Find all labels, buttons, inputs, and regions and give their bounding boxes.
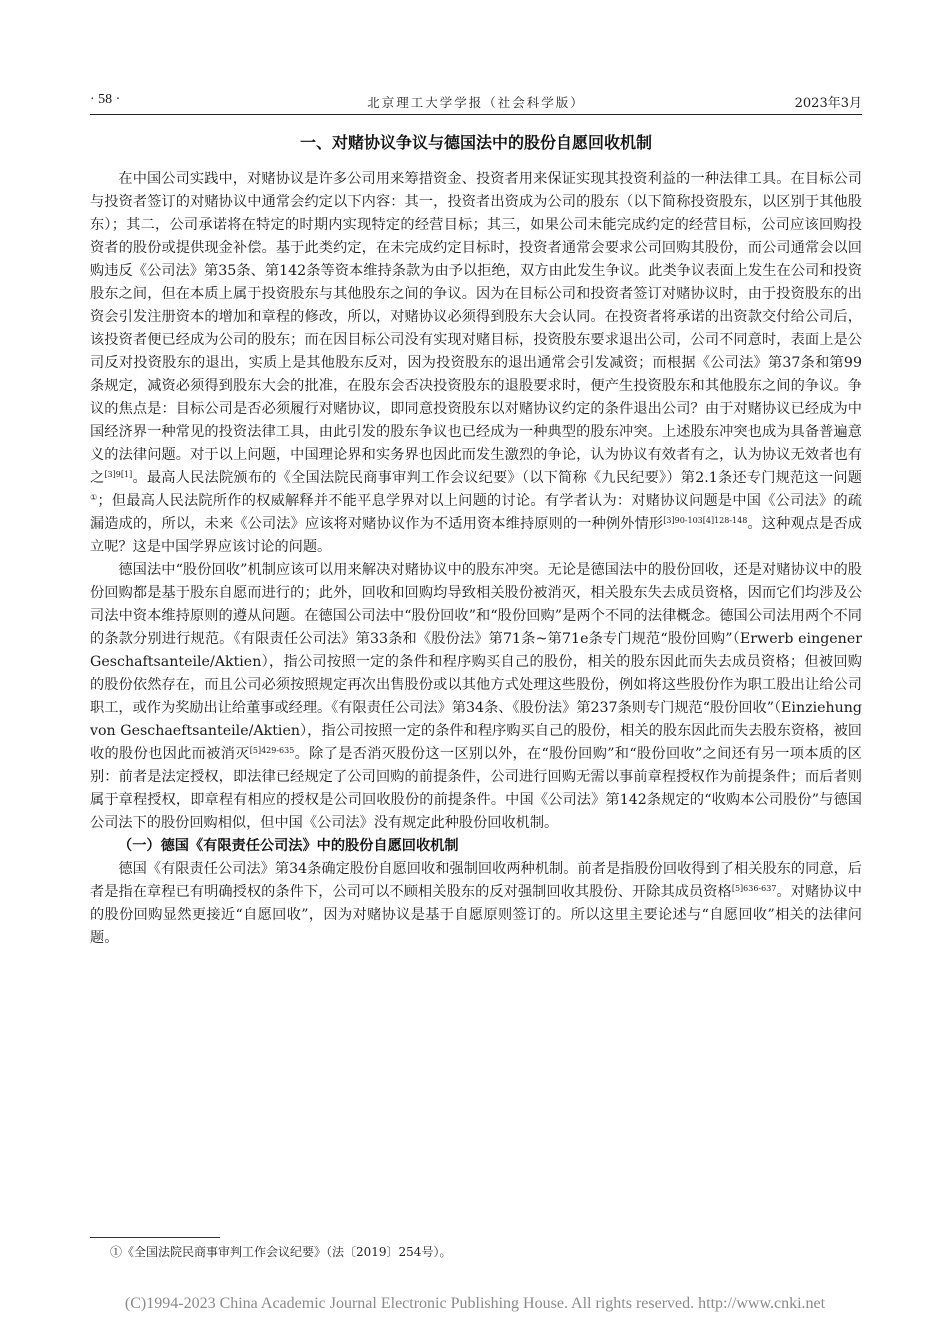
paragraph-2-text-b: 。除了是否消灭股份这一区别以外，在“股份回购”和“股份回收”之间还有另一项本质的区别：前者是法定授权，即法律已经规定了公司回购的前提条件，公司进行回购无需以事前章程授权作为前提条件；而后者则属于章程授权，即章程有相应的授权是公司回收股份的前提条件。中国《公司法》第142条规定的“收购本公司股份”与德国公司法下的股份回购相似，但中国《公司法》没有规定此种股份回收机制。 bbox=[90, 746, 862, 831]
paragraph-3-text-b: 。对赌协议中的股份回购显然更接近“自愿回收”，因为对赌协议是基于自愿原则签订的。所以这里主要论述与“自愿回收”相关的法律问题。 bbox=[90, 884, 862, 946]
citation-marker[interactable]: [3]9[1] bbox=[104, 470, 133, 479]
copyright-watermark: (C)1994-2023 China Academic Journal Electronic Publishing House. All rights reserved. http://www.cnki.net bbox=[124, 1295, 826, 1312]
paragraph-3 bbox=[90, 858, 862, 950]
paragraph-1-text-b: 。最高人民法院颁布的《全国法院民商事审判工作会议纪要》（以下简称《九民纪要》）第2.1条还专门规范这一问题 bbox=[132, 470, 862, 486]
footnote-divider bbox=[90, 1237, 220, 1238]
paragraph-2 bbox=[90, 559, 862, 835]
journal-name: 北京理工大学学报（社会科学版） bbox=[367, 95, 585, 110]
subsection-heading: （一）德国《有限责任公司法》中的股份自愿回收机制 bbox=[118, 838, 459, 854]
footnote: ①《全国法院民商事审判工作会议纪要》（法〔2019〕254号）。 bbox=[110, 1245, 452, 1259]
paragraph-1-text-a: 在中国公司实践中，对赌协议是许多公司用来筹措资金、投资者用来保证实现其投资利益的一种法律工具。在目标公司与投资者签订的对赌协议中通常会约定以下内容：其一，投资者出资成为公司的股东（以下简称投资股东，以区别于其他股东）；其二，公司承诺将在特定的时期内实现特定的经营目标；其三，如果公司未能完成约定的经营目标，公司应该回购投资者的股份或提供现金补偿。基于此类约定，在未完成约定目标时，投资者通常会要求公司回购其股份，而公司通常会以回购违反《公司法》第35条、第142条等资本维持条款为由予以拒绝，双方由此发生争议。此类争议表面上发生在公司和投资股东之间，但在本质上属于投资股东与其他股东之间的争议。因为在目标公司和投资者签订对赌协议时，由于投资股东的出资会引发注册资本的增加和章程的修改，所以，对赌协议必须得到股东大会认同。在投资者将承诺的出资款交付给公司后，该投资者便已经成为公司的股东；而在因目标公司没有实现对赌目标，投资股东要求退出公司，公司不同意时，表面上是公司反对投资股东的退出，实质上是其他股东反对，因为投资股东的退出通常会引发减资；而根据《公司法》第37条和第99条规定，减资必须得到股东大会的批准，在股东会否决投资股东的退股要求时，便产生投资股东和其他股东之间的争议。争议的焦点是：目标公司是否必须履行对赌协议，即同意投资股东以对赌协议约定的条件退出公司？由于对赌协议已经成为中国经济界一种常见的投资法律工具，由此引发的股东争议也已经成为一种典型的股东冲突。上述股东冲突也成为具备普遍意义的法律问题。对于以上问题，中国理论界和实务界也因此而发生激烈的争论，认为协议有效者有之，认为协议无效者也有之 bbox=[90, 171, 862, 486]
page-number: · 58 · bbox=[90, 92, 121, 107]
footnote-marker[interactable]: ① bbox=[90, 493, 98, 502]
citation-marker[interactable]: [5]636-637 bbox=[731, 884, 777, 893]
section-title: 一、对赌协议争议与德国法中的股份自愿回收机制 bbox=[299, 133, 652, 152]
paragraph-1-text-c: ；但最高人民法院所作的权威解释并不能平息学界对以上问题的讨论。有学者认为：对赌协议问题是中国《公司法》的疏漏造成的，所以，未来《公司法》应该将对赌协议作为不适用资本维持原则的一种例外情形 bbox=[90, 493, 862, 532]
running-header bbox=[90, 92, 862, 115]
body-text bbox=[90, 168, 862, 950]
citation-marker[interactable]: [3]90-103[4]128-148 bbox=[663, 516, 748, 525]
citation-marker[interactable]: [5]429-635 bbox=[249, 746, 295, 755]
paragraph-3-text-a: 德国《有限责任公司法》第34条确定股份自愿回收和强制回收两种机制。前者是指股份回收得到了相关股东的同意，后者是指在章程已有明确授权的条件下，公司可以不顾相关股东的反对强制回收其股份、开除其成员资格 bbox=[90, 861, 862, 900]
issue-date: 2023年3月 bbox=[794, 96, 862, 111]
paragraph-1 bbox=[90, 168, 862, 559]
paragraph-1-text-d: 。这种观点是否成立呢？这是中国学界应该讨论的问题。 bbox=[90, 516, 862, 555]
paragraph-2-text-a: 德国法中“股份回收”机制应该可以用来解决对赌协议中的股东冲突。无论是德国法中的股份回收，还是对赌协议中的股份回购都是基于股东自愿而进行的；此外，回收和回购均导致相关股份被消灭，相关股东失去成员资格，因而它们均涉及公司法中资本维持原则的遵从问题。在德国公司法中“股份回收”和“股份回购”是两个不同的法律概念。德国公司法用两个不同的条款分别进行规范。《有限责任公司法》第33条和《股份法》第71条~第71e条专门规范“股份回购”（Erwerb eingener Geschaftsanteile/Aktien），指公司按照一定的条件和程序购买自己的股份，相关的股东因此而失去成员资格；但被回购的股份依然存在，而且公司必须按照规定再次出售股份或以其他方式处理这些股份，例如将这些股份作为职工股出让给公司职工，或作为奖励出让给董事或经理。《有限责任公司法》第34条、《股份法》第237条则专门规范“股份回收”（Einziehung von Geschaeftsanteile/Aktien），指公司按照一定的条件和程序购买自己的股份，相关的股东因此而失去股东资格，被回收的股份也因此而被消灭 bbox=[90, 562, 862, 762]
